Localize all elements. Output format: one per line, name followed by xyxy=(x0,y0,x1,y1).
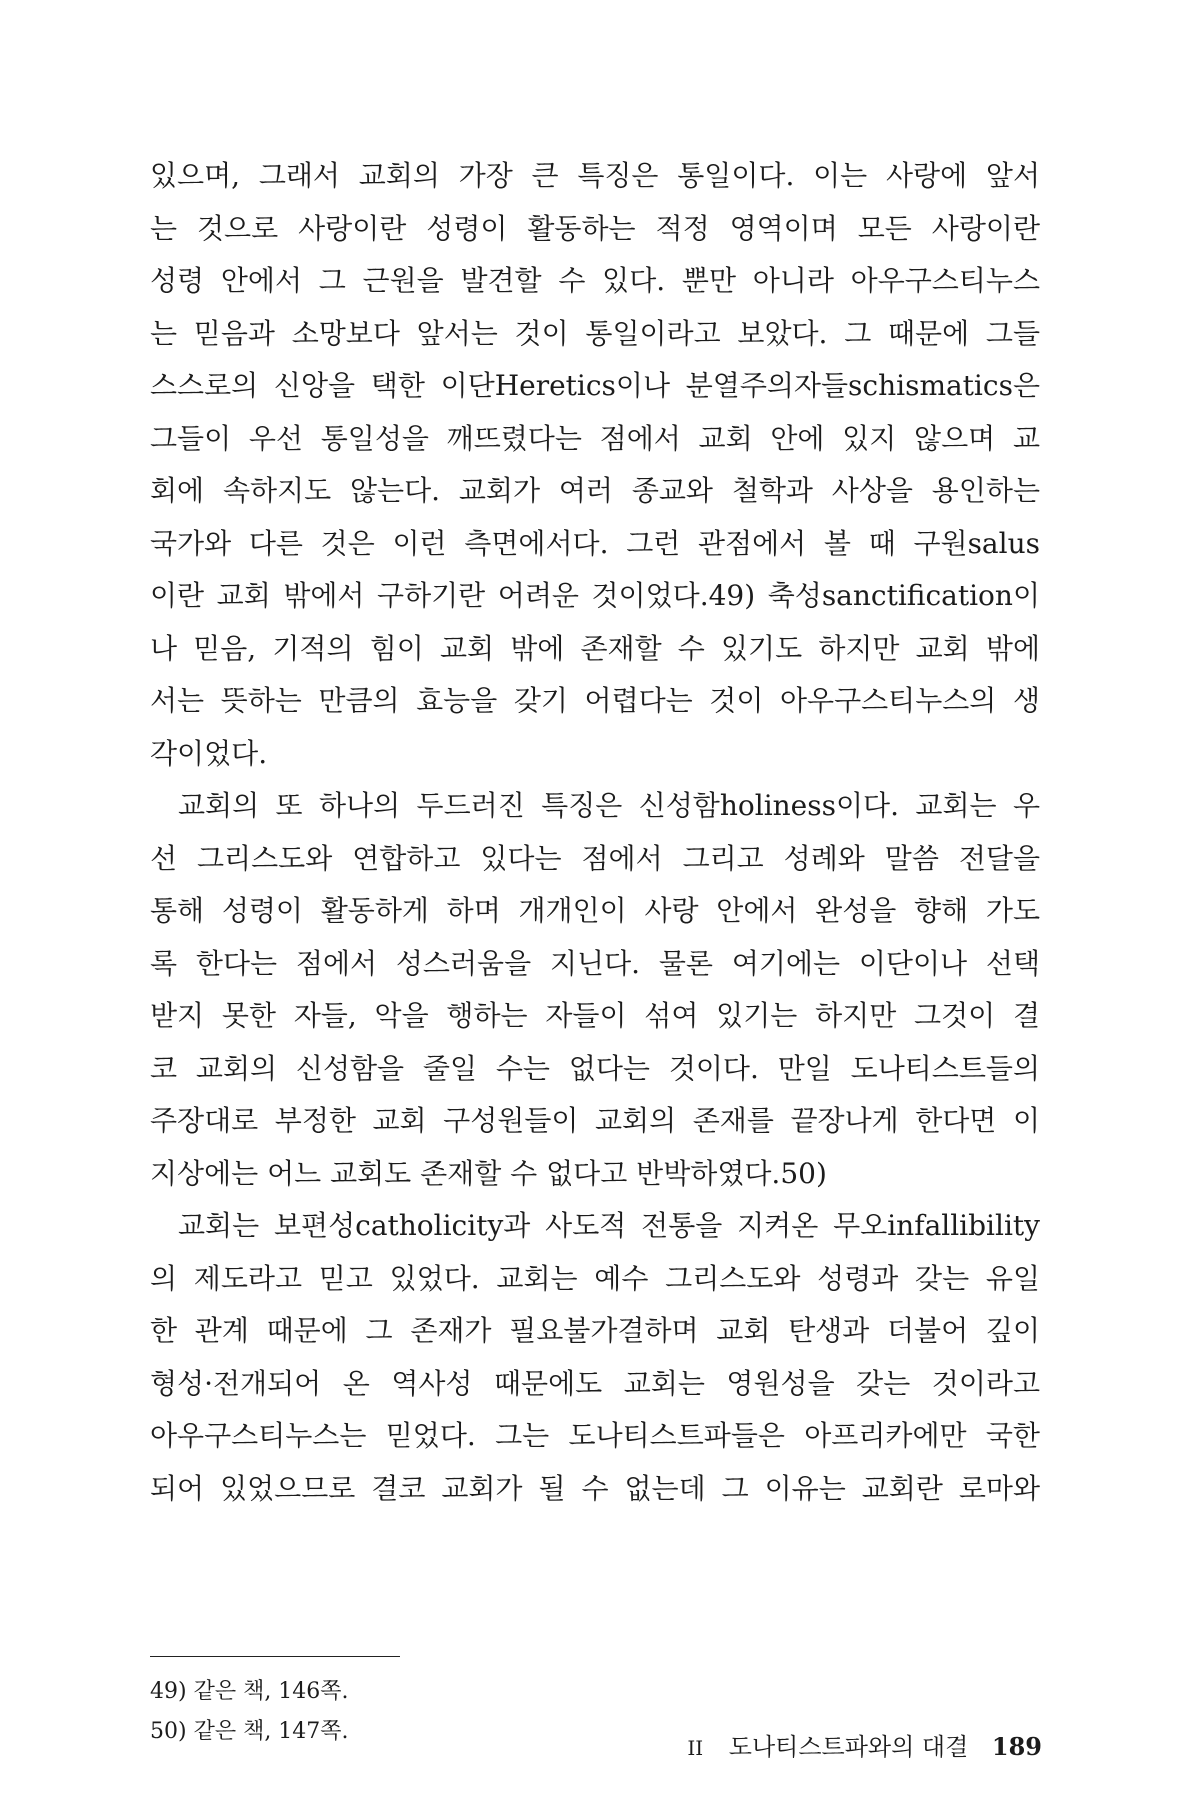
page-number: 189 xyxy=(991,1732,1042,1761)
text-line: 아우구스티누스는 믿었다. 그는 도나티스트파들은 아프리카에만 국한 xyxy=(150,1419,1040,1452)
paragraph-start-line: 교회의 또 하나의 두드러진 특징은 신성함holiness이다. 교회는 우 xyxy=(178,789,1040,822)
paragraph-start-line: 교회는 보편성catholicity과 사도적 전통을 지켜온 무오infallibility xyxy=(178,1209,1040,1242)
text-line: 있으며, 그래서 교회의 가장 큰 특징은 통일이다. 이는 사랑에 앞서 xyxy=(150,159,1040,192)
text-line: 선 그리스도와 연합하고 있다는 점에서 그리고 성례와 말씀 전달을 xyxy=(150,841,1040,875)
text-line: 형성·전개되어 온 역사성 때문에도 교회는 영원성을 갖는 것이라고 xyxy=(150,1366,1040,1400)
text-line: 그들이 우선 통일성을 깨뜨렸다는 점에서 교회 안에 있지 않으며 교 xyxy=(150,421,1040,455)
text-line: 스스로의 신앙을 택한 이단Heretics이나 분열주의자들schismatics은 xyxy=(150,369,1040,402)
running-footer xyxy=(687,1727,1042,1762)
chapter-number: II xyxy=(687,1736,704,1760)
text-line: 지상에는 어느 교회도 존재할 수 없다고 반박하였다.50) xyxy=(150,1156,827,1190)
text-line: 한 관계 때문에 그 존재가 필요불가결하며 교회 탄생과 더불어 깊이 xyxy=(150,1314,1040,1347)
text-line: 이란 교회 밖에서 구하기란 어려운 것이었다.49) 축성sanctification이 xyxy=(150,579,1040,612)
text-line: 코 교회의 신성함을 줄일 수는 없다는 것이다. 만일 도나티스트들의 xyxy=(150,1051,1040,1085)
text-line: 주장대로 부정한 교회 구성원들이 교회의 존재를 끝장나게 한다면 이 xyxy=(150,1104,1040,1137)
text-line: 록 한다는 점에서 성스러움을 지닌다. 물론 여기에는 이단이나 선택 xyxy=(150,946,1040,980)
text-line: 회에 속하지도 않는다. 교회가 여러 종교와 철학과 사상을 용인하는 xyxy=(150,474,1040,507)
footnotes xyxy=(150,1672,750,1752)
text-line: 성령 안에서 그 근원을 발견할 수 있다. 뿐만 아니라 아우구스티누스 xyxy=(150,264,1040,297)
text-line: 의 제도라고 믿고 있었다. 교회는 예수 그리스도와 성령과 갖는 유일 xyxy=(150,1261,1040,1295)
text-line: 국가와 다른 것은 이런 측면에서다. 그런 관점에서 볼 때 구원salus xyxy=(150,526,1040,560)
text-line: 통해 성령이 활동하게 하며 개개인이 사랑 안에서 완성을 향해 가도 xyxy=(150,894,1040,927)
text-line: 는 믿음과 소망보다 앞서는 것이 통일이라고 보았다. 그 때문에 그들 xyxy=(150,316,1040,350)
text-line: 각이었다. xyxy=(150,736,268,770)
footnote-divider xyxy=(150,1656,400,1657)
footnote-49: 49) 같은 책, 146쪽. xyxy=(150,1679,349,1704)
text-line: 서는 뜻하는 만큼의 효능을 갖기 어렵다는 것이 아우구스티누스의 생 xyxy=(150,684,1040,717)
body-text xyxy=(150,150,1040,1515)
footnote-50: 50) 같은 책, 147쪽. xyxy=(150,1719,349,1744)
text-line: 나 믿음, 기적의 힘이 교회 밖에 존재할 수 있기도 하지만 교회 밖에 xyxy=(150,631,1040,665)
text-line: 는 것으로 사랑이란 성령이 활동하는 적정 영역이며 모든 사랑이란 xyxy=(150,211,1040,245)
text-line: 받지 못한 자들, 악을 행하는 자들이 섞여 있기는 하지만 그것이 결 xyxy=(150,999,1040,1032)
text-line: 되어 있었으므로 결코 교회가 될 수 없는데 그 이유는 교회란 로마와 xyxy=(150,1471,1040,1505)
chapter-title: 도나티스트파와의 대결 xyxy=(728,1733,969,1761)
